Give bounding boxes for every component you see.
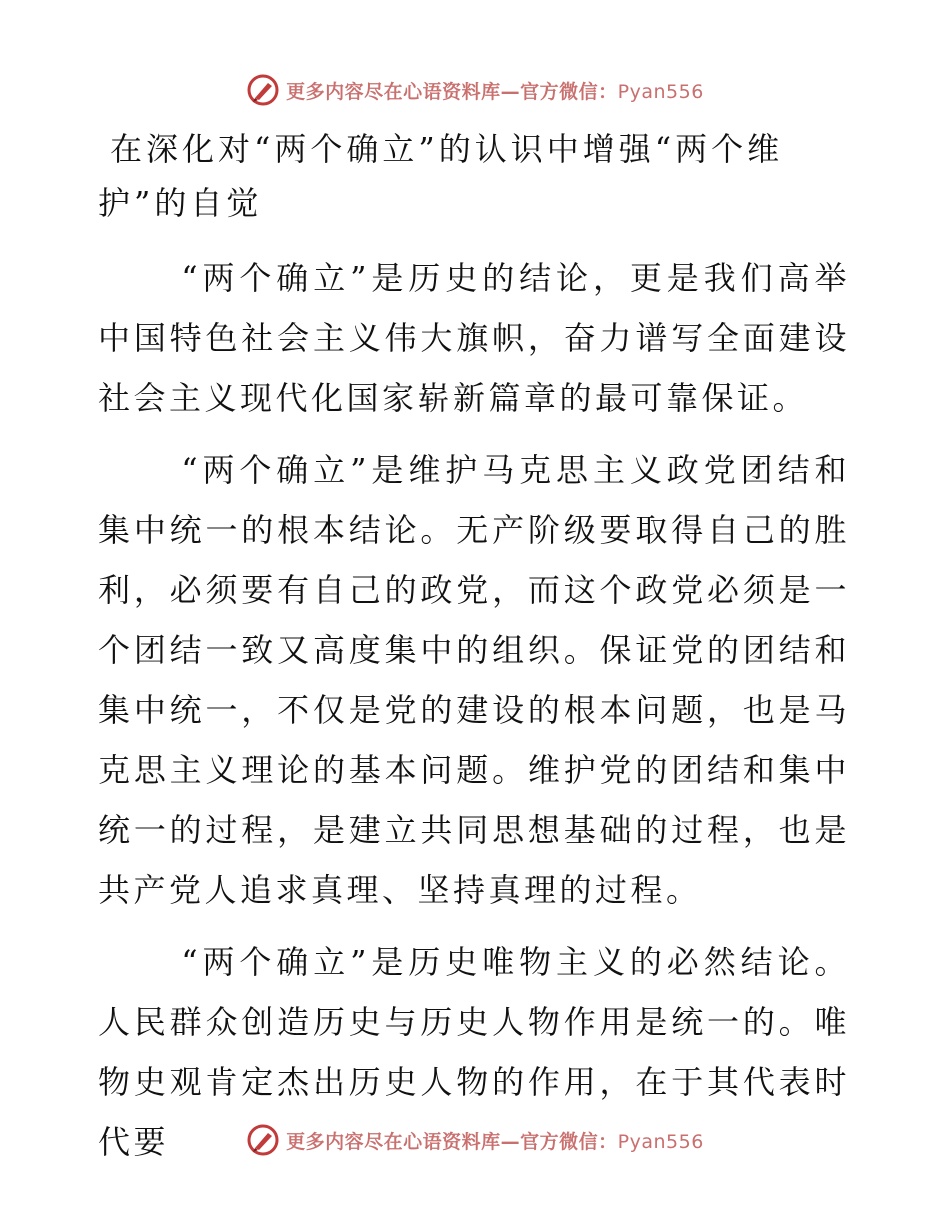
paragraph-3: “两个确立”是历史唯物主义的必然结论。人民群众创造历史与历史人物作用是统一的。唯物史观肯定杰出历史人物的作用，在于其代表时代要 [98, 943, 850, 1161]
title-line-1: 在深化对“两个确立”的认识中增强“两个维 [110, 130, 784, 168]
footer-wechat-id: Pyan556 [617, 1130, 704, 1153]
footer-banner-text: 更多内容尽在心语资料库—官方微信：Pyan556 [286, 1130, 704, 1153]
header-banner-text: 更多内容尽在心语资料库—官方微信：Pyan556 [286, 80, 704, 103]
pen-circle-logo-icon [246, 73, 280, 107]
header-wechat-id: Pyan556 [617, 80, 704, 103]
document-body [98, 248, 850, 1184]
header-banner [0, 70, 950, 110]
title-line-2: 护”的自觉 [98, 184, 263, 222]
pen-circle-logo-icon [246, 1123, 280, 1157]
paragraph-2: “两个确立”是维护马克思主义政党团结和集中统一的根本结论。无产阶级要取得自己的胜利，必须要有自己的政党，而这个政党必须是一个团结一致又高度集中的组织。保证党的团结和集中统一，不仅是党的建设的根本问题，也是马克思主义理论的基本问题。维护党的团结和集中统一的过程，是建立共同思想基础的过程，也是共产党人追求真理、坚持真理的过程。 [98, 451, 850, 909]
footer-banner [0, 1120, 950, 1160]
paragraph-1: “两个确立”是历史的结论，更是我们高举中国特色社会主义伟大旗帜，奋力谱写全面建设社会主义现代化国家崭新篇章的最可靠保证。 [98, 259, 850, 417]
document-title [98, 122, 858, 230]
